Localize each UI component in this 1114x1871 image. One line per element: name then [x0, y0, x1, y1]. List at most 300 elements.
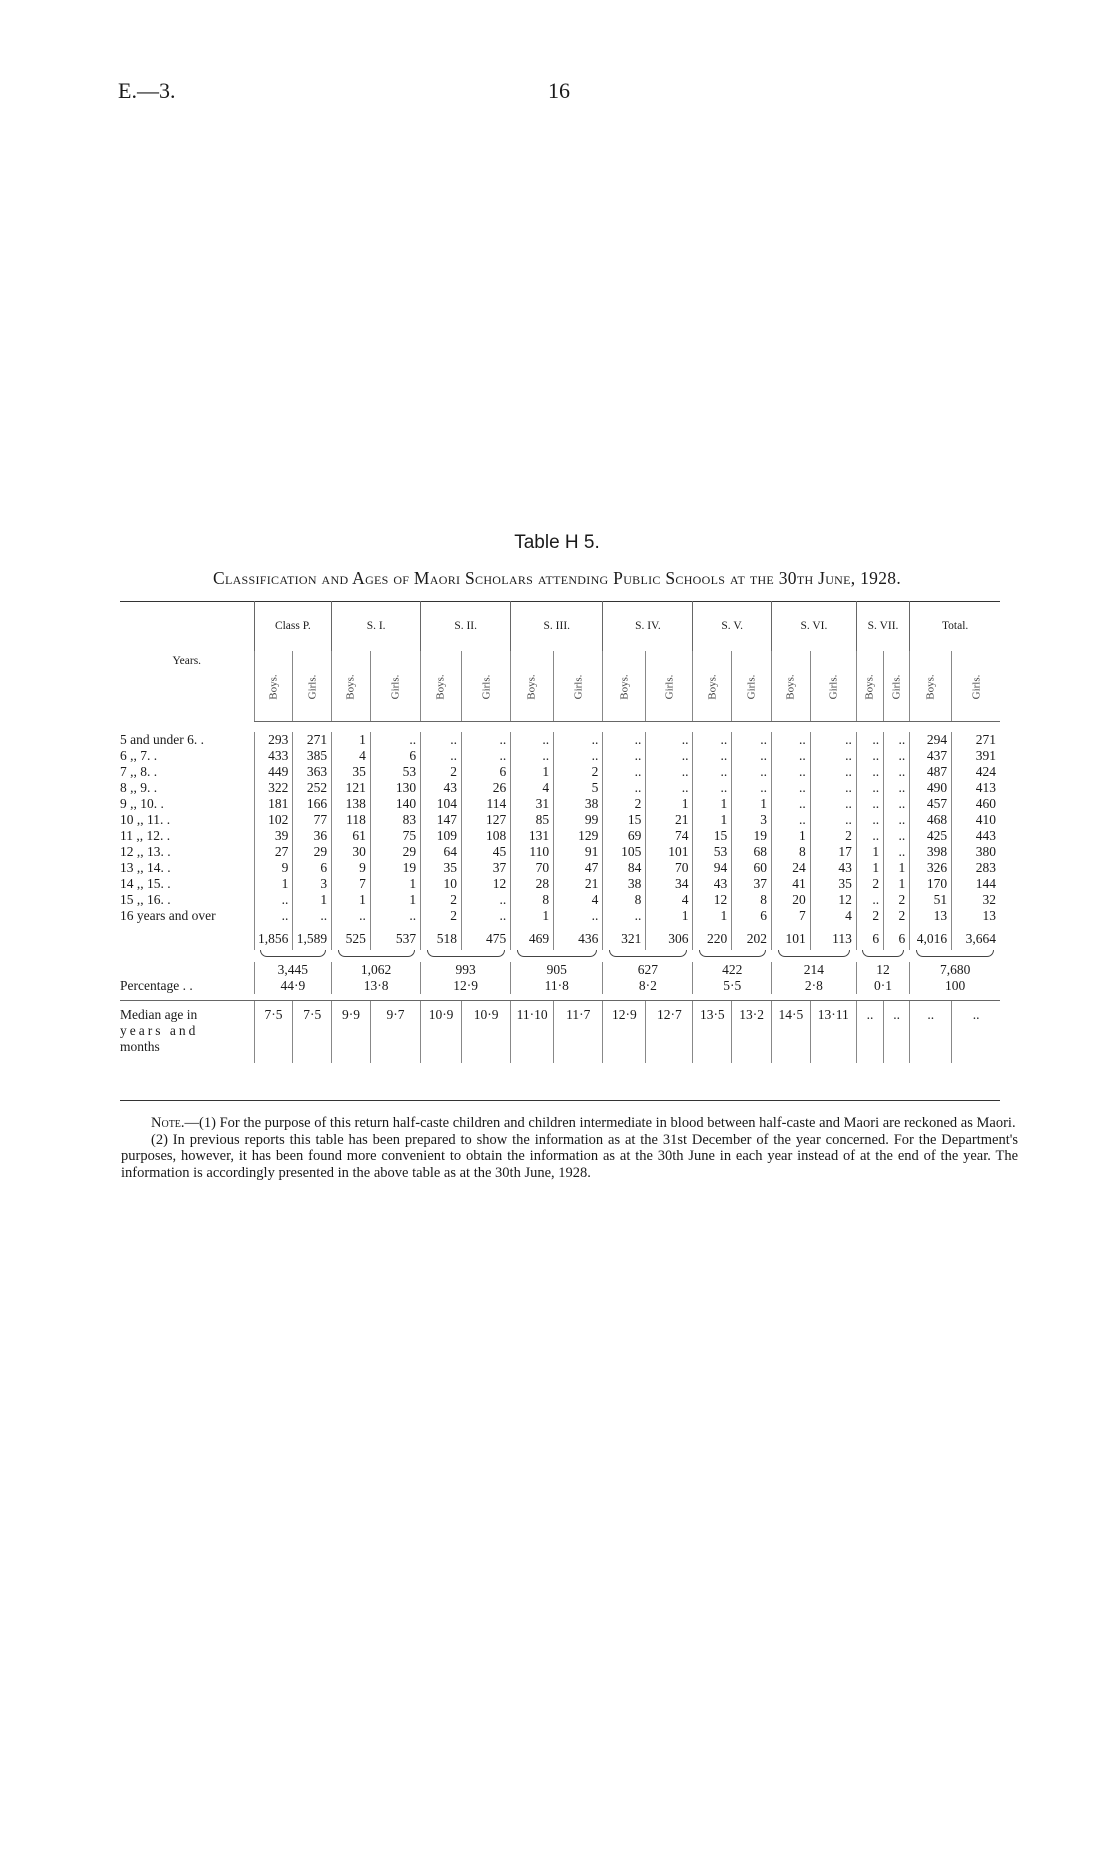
table-cell: .. [856, 796, 883, 812]
table-cell: 77 [293, 812, 332, 828]
total-cell: 202 [732, 924, 772, 950]
girls-header [884, 651, 910, 722]
brace-row [120, 950, 1000, 962]
median-cell: 10·9 [461, 1001, 510, 1064]
class-header: S. II. [421, 601, 511, 651]
class-header: S. VII. [856, 601, 909, 651]
total-cell: 525 [332, 924, 371, 950]
table-cell: 75 [370, 828, 420, 844]
table-cell: 170 [910, 876, 952, 892]
table-cell: .. [856, 828, 883, 844]
table-cell: 32 [952, 892, 1000, 908]
table-cell: 37 [461, 860, 510, 876]
table-cell: 26 [461, 780, 510, 796]
table-cell: 1 [693, 796, 732, 812]
table-cell: .. [554, 732, 603, 748]
table-cell: 460 [952, 796, 1000, 812]
girls-header-label: Girls. [480, 674, 493, 699]
table-cell: 102 [254, 812, 293, 828]
total-cell: 113 [810, 924, 856, 950]
girls-header [732, 651, 772, 722]
girls-header-label: Girls. [745, 674, 758, 699]
age-label: 9 ,, 10. . [120, 796, 164, 811]
table-cell: 2 [421, 764, 462, 780]
table-cell: 109 [421, 828, 462, 844]
table-cell: .. [856, 748, 883, 764]
table-cell: 37 [732, 876, 772, 892]
table-cell: 28 [511, 876, 554, 892]
table-cell: 70 [646, 860, 693, 876]
girls-header-label: Girls. [306, 674, 319, 699]
boys-header-label: Boys. [267, 673, 280, 700]
combined-total-cell: 12 [856, 962, 909, 978]
table-cell: 85 [511, 812, 554, 828]
table-cell: 118 [332, 812, 371, 828]
table-row [120, 892, 1000, 908]
median-cell: 9·9 [332, 1001, 371, 1064]
combined-total-cell: 7,680 [910, 962, 1000, 978]
boys-header [772, 651, 811, 722]
girls-header-label: Girls. [663, 674, 676, 699]
median-cell: .. [910, 1001, 952, 1064]
table-cell: 2 [884, 892, 910, 908]
total-cell: 469 [511, 924, 554, 950]
table-cell: 12 [693, 892, 732, 908]
table-cell: 433 [254, 748, 293, 764]
table-cell: .. [646, 764, 693, 780]
table-cell: 6 [461, 764, 510, 780]
boys-header-label: Boys. [706, 673, 719, 700]
combined-label-cell [120, 962, 254, 978]
total-cell: 306 [646, 924, 693, 950]
percentage-cell: 2·8 [772, 978, 857, 994]
table-cell: .. [884, 748, 910, 764]
total-cell: 436 [554, 924, 603, 950]
table-cell: 2 [603, 796, 646, 812]
girls-header [810, 651, 856, 722]
table-cell: 105 [603, 844, 646, 860]
table-cell: 43 [421, 780, 462, 796]
table-cell: 322 [254, 780, 293, 796]
combined-total-cell: 627 [603, 962, 693, 978]
spacer-row [120, 722, 1000, 733]
girls-header [646, 651, 693, 722]
note-label: Note. [151, 1115, 185, 1131]
table-cell: 130 [370, 780, 420, 796]
table-cell: .. [693, 780, 732, 796]
table-cell: 108 [461, 828, 510, 844]
table-cell: .. [856, 892, 883, 908]
group-brace [910, 950, 1000, 962]
note-1 [121, 1115, 1018, 1132]
table-cell: 1 [646, 908, 693, 924]
table-cell: 13 [952, 908, 1000, 924]
table-cell: 293 [254, 732, 293, 748]
table-cell: 10 [421, 876, 462, 892]
table-cell: 283 [952, 860, 1000, 876]
table-row [120, 780, 1000, 796]
boys-header [511, 651, 554, 722]
table-cell: 2 [810, 828, 856, 844]
girls-header [293, 651, 332, 722]
total-cell: 321 [603, 924, 646, 950]
table-cell: .. [461, 892, 510, 908]
group-brace [856, 950, 909, 962]
table-cell: 29 [293, 844, 332, 860]
table-cell: 51 [910, 892, 952, 908]
table-cell: 21 [646, 812, 693, 828]
median-cell: .. [952, 1001, 1000, 1064]
table-cell: 4 [332, 748, 371, 764]
table-cell: 2 [554, 764, 603, 780]
table-cell: 68 [732, 844, 772, 860]
table-cell: 252 [293, 780, 332, 796]
table-cell: 6 [293, 860, 332, 876]
table-cell: 5 [554, 780, 603, 796]
table-cell: 38 [603, 876, 646, 892]
table-cell: .. [254, 908, 293, 924]
table-cell: 3 [293, 876, 332, 892]
table-cell: 43 [810, 860, 856, 876]
group-brace [603, 950, 693, 962]
table-cell: 294 [910, 732, 952, 748]
table-cell: 1 [332, 732, 371, 748]
table-cell: 138 [332, 796, 371, 812]
table-cell: 13 [910, 908, 952, 924]
combined-total-cell: 3,445 [254, 962, 332, 978]
table-cell: .. [884, 812, 910, 828]
table-row [120, 876, 1000, 892]
class-header: S. III. [511, 601, 603, 651]
table-cell: 385 [293, 748, 332, 764]
total-cell: 1,856 [254, 924, 293, 950]
total-cell: 1,589 [293, 924, 332, 950]
table-cell: .. [370, 908, 420, 924]
boys-header-label: Boys. [344, 673, 357, 700]
table-cell: 36 [293, 828, 332, 844]
table-cell: 7 [772, 908, 811, 924]
class-header: Total. [910, 601, 1000, 651]
table-cell: .. [293, 908, 332, 924]
table-cell: 1 [693, 812, 732, 828]
combined-total-cell: 422 [693, 962, 772, 978]
median-label-line: Median age in [120, 1007, 198, 1022]
class-header: S. V. [693, 601, 772, 651]
table-cell: 6 [732, 908, 772, 924]
table-cell: .. [884, 780, 910, 796]
table-cell: .. [856, 764, 883, 780]
table-cell: 99 [554, 812, 603, 828]
table-bottom-rule [120, 1100, 1000, 1101]
girls-header-label: Girls. [827, 674, 840, 699]
combined-total-cell: 1,062 [332, 962, 421, 978]
table-cell: .. [810, 796, 856, 812]
table-cell: 1 [732, 796, 772, 812]
girls-header [370, 651, 420, 722]
table-cell: .. [810, 748, 856, 764]
median-cell: 12·9 [603, 1001, 646, 1064]
median-cell: 13·11 [810, 1001, 856, 1064]
median-label-line: years and [120, 1023, 199, 1038]
boys-header [693, 651, 732, 722]
table-cell: .. [772, 764, 811, 780]
girls-header [952, 651, 1000, 722]
table-cell: .. [646, 780, 693, 796]
table-cell: 1 [884, 860, 910, 876]
table-cell: .. [810, 732, 856, 748]
table-caption: Classification and Ages of Maori Scholars attending Public Schools at the 30th June, 1928. [212, 568, 902, 588]
totals-label-cell [120, 924, 254, 950]
table-cell: 4 [511, 780, 554, 796]
table-cell: 449 [254, 764, 293, 780]
median-cell: 7·5 [254, 1001, 293, 1064]
table-cell: .. [884, 828, 910, 844]
table-cell: .. [603, 764, 646, 780]
age-label: 12 ,, 13. . [120, 844, 171, 859]
table-cell: 391 [952, 748, 1000, 764]
table-cell: .. [810, 780, 856, 796]
girls-header-label: Girls. [389, 674, 402, 699]
age-label: 6 ,, 7. . [120, 748, 158, 763]
table-cell: .. [732, 748, 772, 764]
table-cell: .. [810, 764, 856, 780]
table-cell: 1 [332, 892, 371, 908]
total-cell: 537 [370, 924, 420, 950]
group-brace [693, 950, 772, 962]
age-label: 16 years and over [120, 908, 216, 923]
group-brace [254, 950, 332, 962]
table-cell: 19 [370, 860, 420, 876]
table-cell: 7 [332, 876, 371, 892]
table-cell: 27 [254, 844, 293, 860]
table-cell: 468 [910, 812, 952, 828]
table-cell: 271 [952, 732, 1000, 748]
table-cell: 1 [511, 908, 554, 924]
table-cell: 144 [952, 876, 1000, 892]
table-cell: 47 [554, 860, 603, 876]
table-cell: .. [332, 908, 371, 924]
median-cell: 11·10 [511, 1001, 554, 1064]
table-cell: 17 [810, 844, 856, 860]
table-cell: .. [603, 732, 646, 748]
table-cell: 70 [511, 860, 554, 876]
table-cell: 181 [254, 796, 293, 812]
boys-header [856, 651, 883, 722]
percentage-row [120, 978, 1000, 994]
table-cell: 121 [332, 780, 371, 796]
table-cell: 8 [772, 844, 811, 860]
table-row [120, 732, 1000, 748]
table-cell: 69 [603, 828, 646, 844]
table-cell: .. [646, 732, 693, 748]
table-cell: 19 [732, 828, 772, 844]
total-cell: 3,664 [952, 924, 1000, 950]
median-cell: 10·9 [421, 1001, 462, 1064]
boys-header-label: Boys. [784, 673, 797, 700]
table-cell: .. [732, 764, 772, 780]
girls-header-label: Girls. [572, 674, 585, 699]
totals-row [120, 924, 1000, 950]
boys-header-label: Boys. [526, 673, 539, 700]
table-cell: 437 [910, 748, 952, 764]
table-row [120, 764, 1000, 780]
table-cell: 35 [421, 860, 462, 876]
table-cell: 21 [554, 876, 603, 892]
table-cell: 104 [421, 796, 462, 812]
table-cell: 131 [511, 828, 554, 844]
table-cell: 12 [810, 892, 856, 908]
table-cell: .. [884, 732, 910, 748]
table-cell: .. [693, 748, 732, 764]
table-row [120, 796, 1000, 812]
table-cell: 4 [810, 908, 856, 924]
table-cell: 53 [693, 844, 732, 860]
median-age-row [120, 1001, 1000, 1064]
total-cell: 475 [461, 924, 510, 950]
table-cell: 74 [646, 828, 693, 844]
table-cell: 43 [693, 876, 732, 892]
table-row [120, 844, 1000, 860]
table-cell: 487 [910, 764, 952, 780]
table-cell: 1 [884, 876, 910, 892]
table-cell: .. [461, 732, 510, 748]
table-cell: 8 [732, 892, 772, 908]
boys-header-label: Boys. [924, 673, 937, 700]
page-number: 16 [548, 78, 570, 103]
table-cell: .. [772, 732, 811, 748]
table-cell: 129 [554, 828, 603, 844]
table-cell: 1 [772, 828, 811, 844]
median-cell: 13·2 [732, 1001, 772, 1064]
table-cell: .. [554, 748, 603, 764]
table-cell: 490 [910, 780, 952, 796]
combined-total-cell: 905 [511, 962, 603, 978]
table-cell: 2 [856, 876, 883, 892]
table-cell: .. [421, 732, 462, 748]
percentage-cell: 44·9 [254, 978, 332, 994]
table-cell: 413 [952, 780, 1000, 796]
table-cell: 425 [910, 828, 952, 844]
table-cell: .. [421, 748, 462, 764]
table-cell: 363 [293, 764, 332, 780]
table-cell: 101 [646, 844, 693, 860]
table-cell: .. [511, 732, 554, 748]
note-1-text: —(1) For the purpose of this return half-caste children and children intermediate in blood between half-caste and Maori are reckoned as Maori. [184, 1115, 1016, 1131]
boys-header [254, 651, 293, 722]
table-cell: 3 [732, 812, 772, 828]
table-cell: 34 [646, 876, 693, 892]
table-cell: 9 [254, 860, 293, 876]
median-cell: 12·7 [646, 1001, 693, 1064]
table-cell: 2 [856, 908, 883, 924]
table-cell: 31 [511, 796, 554, 812]
girls-header-label: Girls. [970, 674, 983, 699]
table-cell: 38 [554, 796, 603, 812]
table-cell: 30 [332, 844, 371, 860]
age-label: 8 ,, 9. . [120, 780, 158, 795]
percentage-cell: 0·1 [856, 978, 909, 994]
percentage-cell: 100 [910, 978, 1000, 994]
table-cell: .. [603, 748, 646, 764]
group-brace [511, 950, 603, 962]
table-cell: 457 [910, 796, 952, 812]
median-cell: 7·5 [293, 1001, 332, 1064]
table-cell: 1 [370, 892, 420, 908]
table-cell: 110 [511, 844, 554, 860]
age-label: 15 ,, 16. . [120, 892, 171, 907]
table-cell: .. [646, 748, 693, 764]
table-cell: .. [693, 732, 732, 748]
class-header: S. I. [332, 601, 421, 651]
table-cell: .. [693, 764, 732, 780]
girls-header [461, 651, 510, 722]
table-cell: 271 [293, 732, 332, 748]
girls-header-label: Girls. [890, 674, 903, 699]
total-cell: 4,016 [910, 924, 952, 950]
table-cell: 2 [421, 892, 462, 908]
table-cell: 35 [810, 876, 856, 892]
table-cell: 127 [461, 812, 510, 828]
median-cell: .. [856, 1001, 883, 1064]
combined-totals-row [120, 962, 1000, 978]
table-cell: .. [884, 796, 910, 812]
table-cell: 60 [732, 860, 772, 876]
table-cell: 8 [511, 892, 554, 908]
table-cell: 1 [254, 876, 293, 892]
table-cell: .. [810, 812, 856, 828]
age-label: 11 ,, 12. . [120, 828, 171, 843]
percentage-cell: 11·8 [511, 978, 603, 994]
table-cell: .. [461, 748, 510, 764]
table-title: Table H 5. [514, 532, 600, 553]
group-brace [772, 950, 857, 962]
table-cell: .. [772, 748, 811, 764]
table-cell: 35 [332, 764, 371, 780]
table-cell: .. [856, 732, 883, 748]
table-cell: 1 [293, 892, 332, 908]
table-cell: .. [603, 908, 646, 924]
table-cell: .. [884, 764, 910, 780]
table-cell: 147 [421, 812, 462, 828]
table-cell: .. [856, 812, 883, 828]
age-label: 13 ,, 14. . [120, 860, 171, 875]
table-cell: 4 [554, 892, 603, 908]
table-cell: 9 [332, 860, 371, 876]
table-cell: 114 [461, 796, 510, 812]
table-cell: 398 [910, 844, 952, 860]
boys-header [910, 651, 952, 722]
table-cell: 380 [952, 844, 1000, 860]
group-brace [332, 950, 421, 962]
table-cell: 4 [646, 892, 693, 908]
table-cell: 140 [370, 796, 420, 812]
table-cell: 61 [332, 828, 371, 844]
boys-header-label: Boys. [618, 673, 631, 700]
percentage-cell: 12·9 [421, 978, 511, 994]
table-cell: .. [856, 780, 883, 796]
table-cell: 443 [952, 828, 1000, 844]
table-cell: 41 [772, 876, 811, 892]
table-cell: .. [772, 796, 811, 812]
page-reference: E.—3. [118, 78, 176, 103]
median-label [120, 1001, 254, 1064]
table-row [120, 860, 1000, 876]
percentage-cell: 5·5 [693, 978, 772, 994]
table-row [120, 812, 1000, 828]
median-label-line: months [120, 1039, 160, 1054]
table-cell: .. [772, 812, 811, 828]
boys-header-label: Boys. [435, 673, 448, 700]
